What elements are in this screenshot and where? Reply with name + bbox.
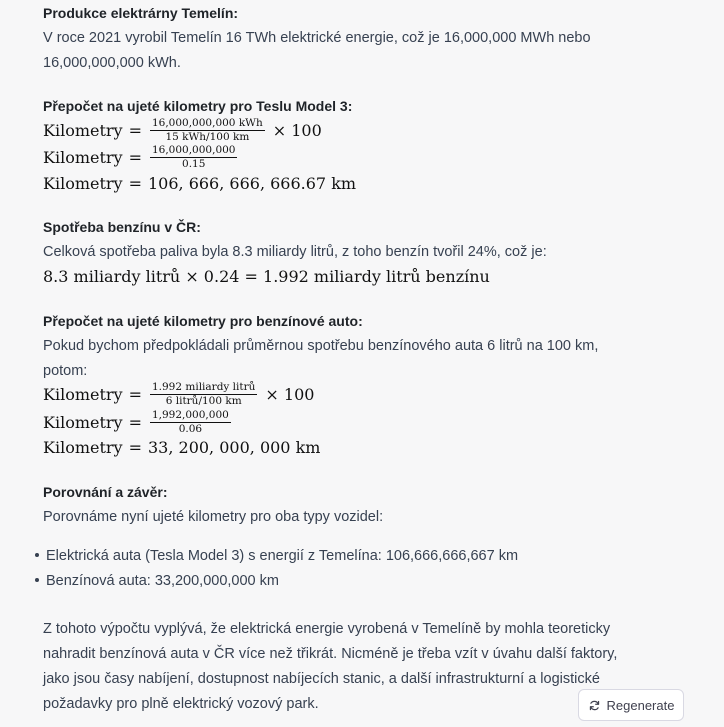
bullet-icon [35,553,39,557]
equation-tesla-2 [43,145,239,170]
fraction-denominator: 0.15 [182,158,206,170]
math-lhs: Kilometry [43,438,123,457]
heading-comparison: Porovnání a závěr: [43,484,168,500]
text-line: 16,000,000,000 kWh. [43,55,181,71]
math-fraction [150,145,238,170]
math-fraction [150,118,265,143]
heading-petrol-conversion: Přepočet na ujeté kilometry pro benzínové auto: [43,313,363,329]
list-item [35,573,279,589]
list-item-text: Elektrická auta (Tesla Model 3) s energií z Temelína: 106,666,666,667 km [46,548,519,564]
regenerate-button[interactable] [578,689,684,721]
math-rest: × 100 [265,385,315,404]
list-item-text: Benzínová auta: 33,200,000,000 km [46,573,279,589]
heading-tesla-conversion: Přepočet na ujeté kilometry pro Teslu Model 3: [43,98,353,114]
fraction-numerator: 1.992 miliardy litrů [151,381,256,393]
math-equals: = [128,121,142,140]
text-line: nahradit benzínová auta v ČR více než třikrát. Nicméně je třeba vzít v úvahu další faktory, [43,646,618,662]
math-fraction [150,410,231,435]
math-lhs: Kilometry [43,148,123,167]
text-line: Z tohoto výpočtu vyplývá, že elektrická energie vyrobená v Temelíně by mohla teoreticky [43,621,611,637]
fraction-denominator: 0.06 [178,423,203,435]
math-equals: = [128,413,142,432]
equation-petrol-3 [43,438,320,457]
text-line: Pokud bychom předpokládali průměrnou spotřebu benzínového auta 6 litrů na 100 km, [43,338,599,354]
heading-petrol-consumption: Spotřeba benzínu v ČR: [43,219,201,235]
text-line: Celková spotřeba paliva byla 8.3 miliardy litrů, z toho benzín tvořil 24%, což je: [43,244,547,260]
text-line: jako jsou časy nabíjení, dostupnost nabíjecích stanic, a další infrastrukturní a logistické [43,671,600,687]
refresh-icon [588,699,601,712]
list-item [35,548,518,564]
fraction-numerator: 16,000,000,000 kWh [151,117,263,129]
math-rest: × 100 [272,121,322,140]
fraction-denominator: 6 litrů/100 km [165,395,242,407]
regenerate-label: Regenerate [606,697,675,713]
math-lhs: Kilometry [43,385,123,404]
bullet-icon [35,578,39,582]
equation-petrol-total: 8.3 miliardy litrů × 0.24 = 1.992 miliardy litrů benzínu [43,267,490,286]
fraction-numerator: 1,992,000,000 [151,409,229,421]
math-lhs: Kilometry [43,121,123,140]
equation-tesla-1 [43,118,328,143]
math-equals: = [128,438,142,457]
text-line: V roce 2021 vyrobil Temelín 16 TWh elektrické energie, což je 16,000,000 MWh nebo [43,30,591,46]
math-lhs: Kilometry [43,174,123,193]
heading-temelin-production: Produkce elektrárny Temelín: [43,5,239,21]
math-rhs: 106, 666, 666, 666.67 km [147,174,357,193]
text-line: potom: [43,363,88,379]
equation-tesla-3 [43,174,356,193]
fraction-numerator: 16,000,000,000 [151,144,236,156]
math-fraction [150,382,257,407]
equation-petrol-2 [43,410,233,435]
fraction-denominator: 15 kWh/100 km [165,131,250,143]
text-line: požadavky pro plně elektrický vozový park. [43,696,319,712]
math-equals: = [128,385,142,404]
equation-petrol-1 [43,382,320,407]
math-lhs: Kilometry [43,413,123,432]
math-equals: = [128,174,142,193]
math-rhs: 33, 200, 000, 000 km [147,438,321,457]
text-line: Porovnáme nyní ujeté kilometry pro oba typy vozidel: [43,509,384,525]
math-equals: = [128,148,142,167]
